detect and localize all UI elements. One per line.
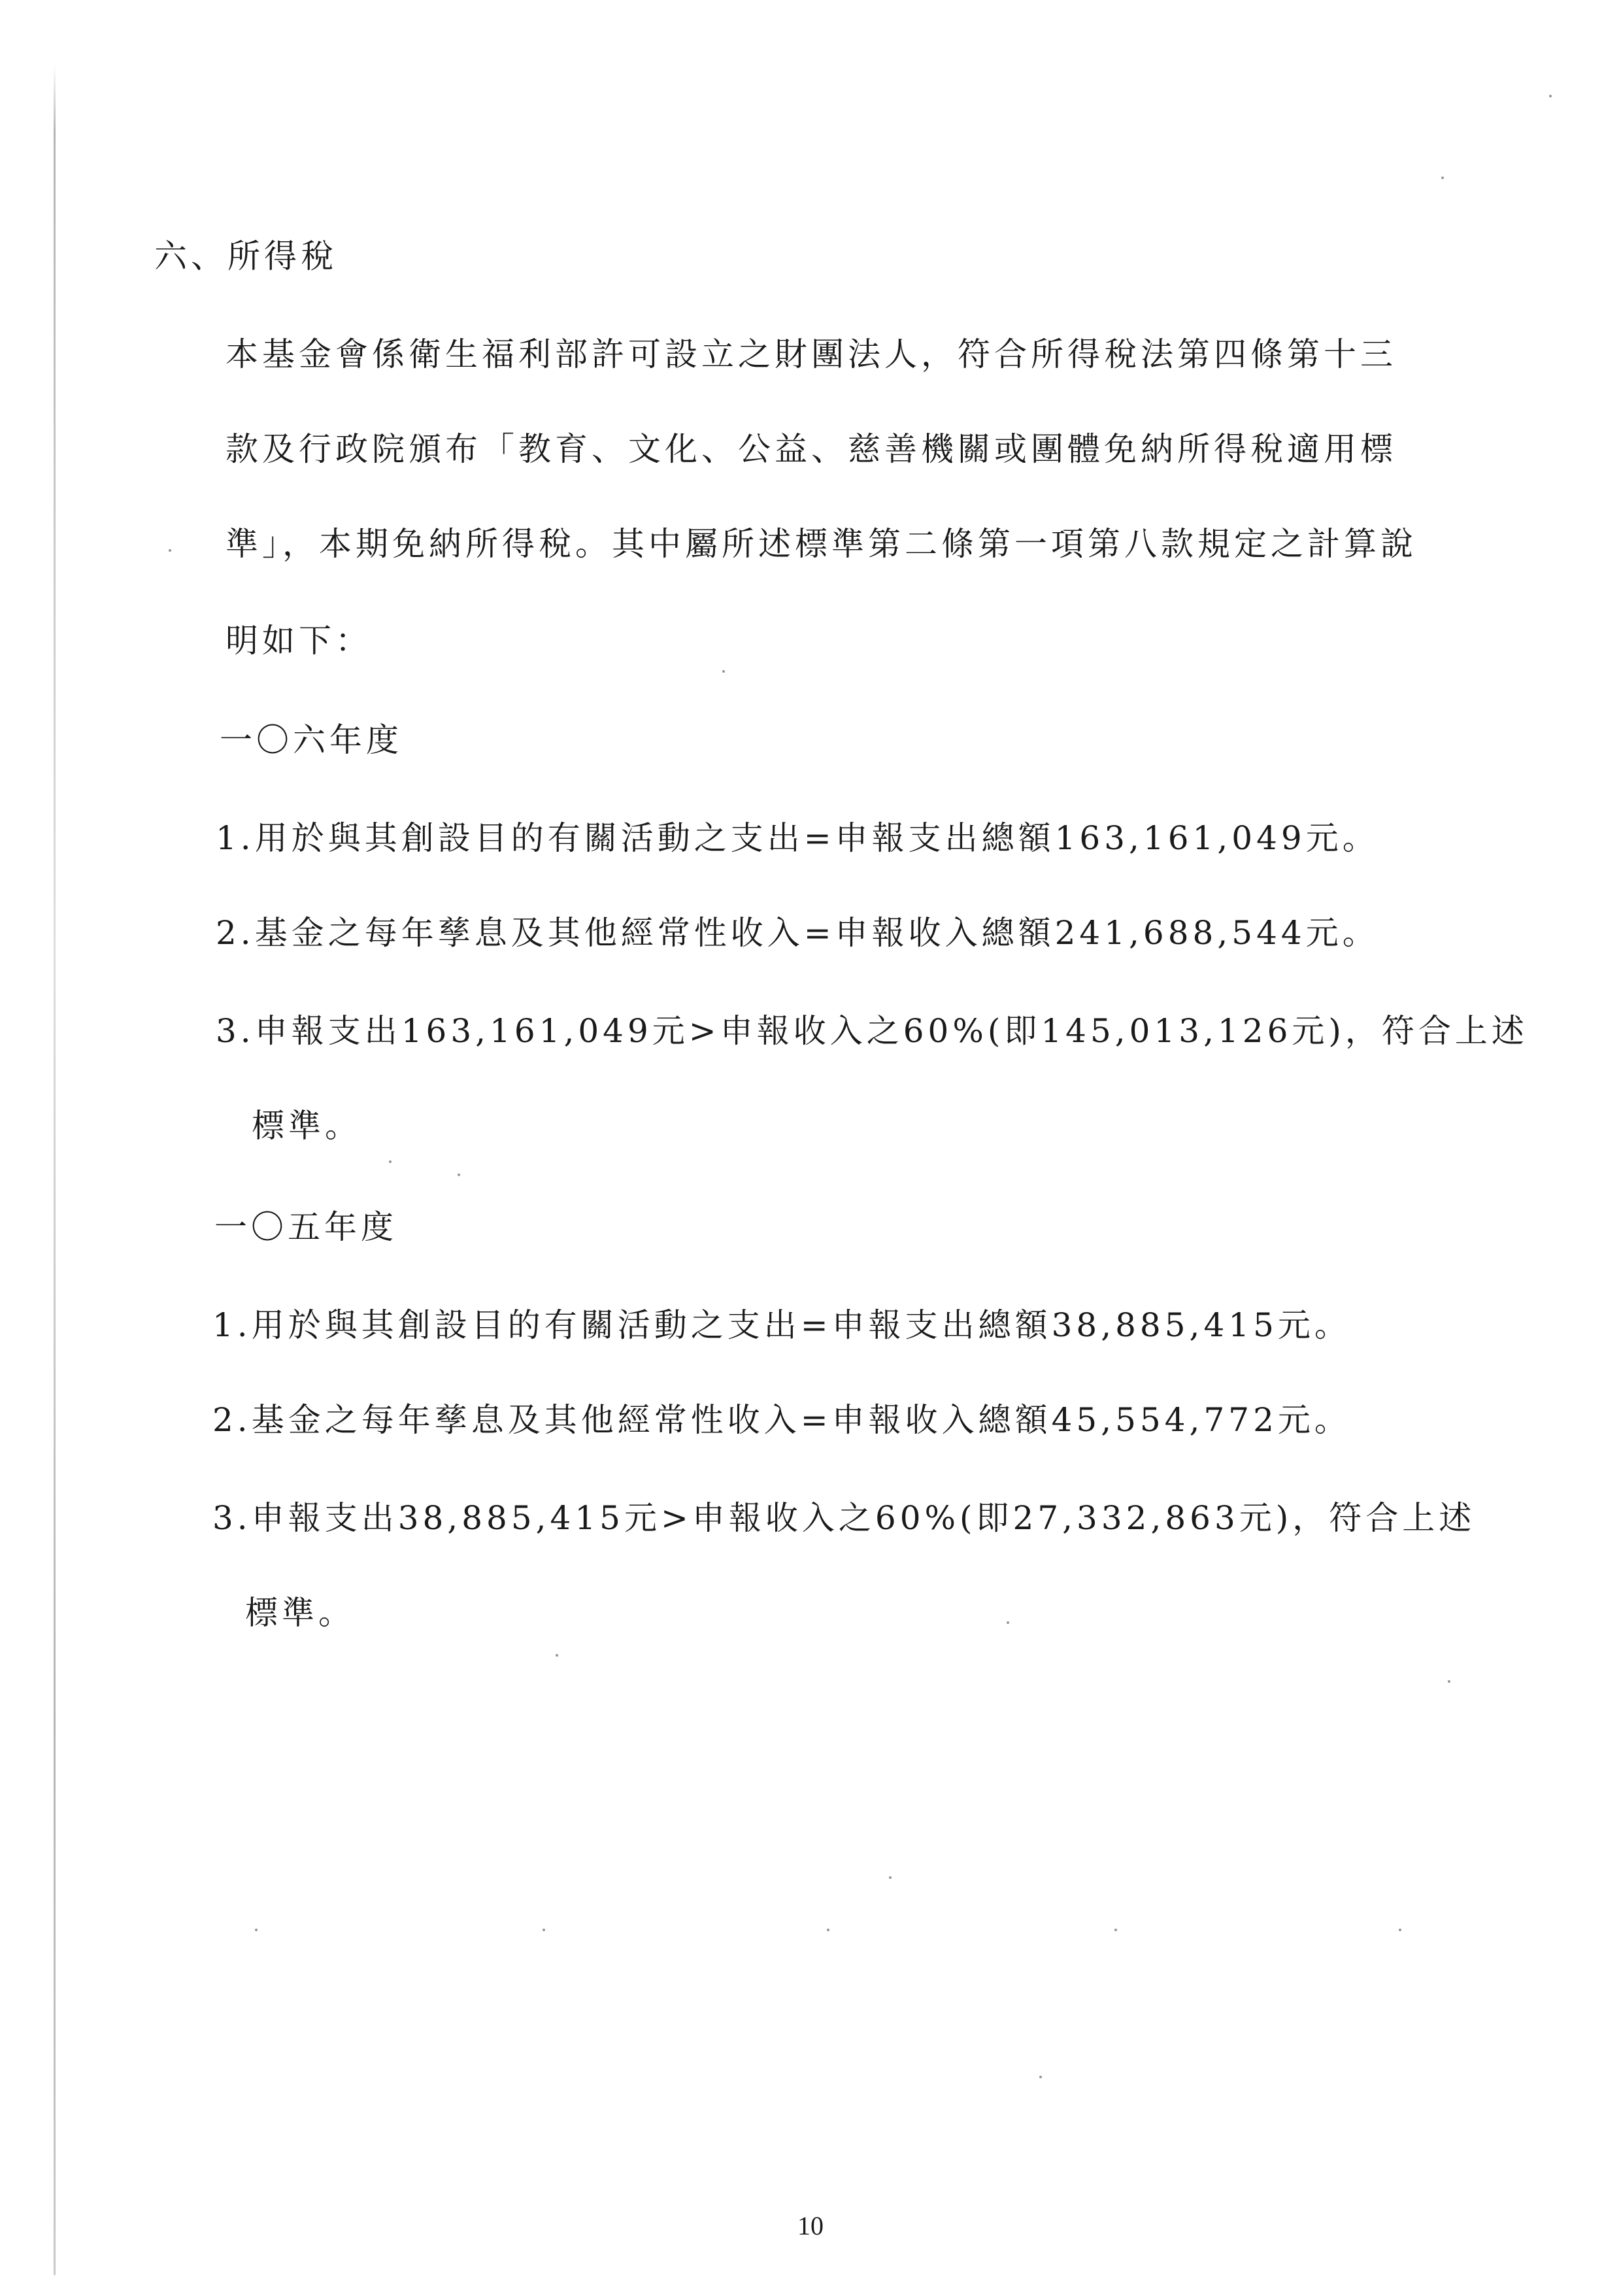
year-106-item-1: 1.用於與其創設目的有關活動之支出=申報支出總額163,161,049元。 bbox=[216, 819, 1379, 857]
year-105-item-2: 2.基金之每年孳息及其他經常性收入=申報收入總額45,554,772元。 bbox=[212, 1401, 1351, 1439]
scan-speck bbox=[889, 1876, 892, 1879]
scan-speck bbox=[1007, 1621, 1009, 1624]
intro-line-1: 本基金會係衛生福利部許可設立之財團法人，符合所得稅法第四條第十三 bbox=[226, 335, 1397, 373]
scan-speck bbox=[1441, 177, 1444, 179]
intro-line-3: 準」，本期免納所得稅。其中屬所述標準第二條第一項第八款規定之計算說 bbox=[226, 525, 1417, 563]
scan-speck bbox=[1114, 1929, 1117, 1931]
year-105-title: 一〇五年度 bbox=[214, 1208, 397, 1246]
scan-speck bbox=[543, 1929, 545, 1931]
intro-line-4: 明如下： bbox=[226, 622, 372, 660]
scan-speck bbox=[1039, 2076, 1042, 2078]
scan-speck bbox=[1448, 1680, 1450, 1683]
scan-speck bbox=[169, 549, 171, 552]
scan-speck bbox=[458, 1173, 460, 1176]
scan-speck bbox=[389, 1160, 392, 1163]
year-106-title: 一〇六年度 bbox=[220, 721, 403, 759]
scan-speck bbox=[827, 1929, 829, 1931]
intro-line-2: 款及行政院頒布「教育、文化、公益、慈善機關或團體免納所得稅適用標 bbox=[226, 430, 1397, 468]
year-105-item-3: 3.申報支出38,885,415元>申報收入之60%(即27,332,863元)，符合上述 bbox=[212, 1499, 1476, 1537]
year-106-item-3: 3.申報支出163,161,049元>申報收入之60%(即145,013,126元)，符合上述 bbox=[216, 1012, 1528, 1050]
scan-speck bbox=[722, 670, 725, 673]
year-106-item-3-cont: 標準。 bbox=[252, 1107, 361, 1145]
scan-speck bbox=[1399, 1929, 1401, 1931]
scan-binding-line bbox=[54, 65, 56, 2275]
year-106-item-2: 2.基金之每年孳息及其他經常性收入=申報收入總額241,688,544元。 bbox=[216, 914, 1379, 952]
scan-speck bbox=[556, 1654, 558, 1657]
page-number: 10 bbox=[797, 2211, 824, 2240]
scan-speck bbox=[1549, 95, 1552, 97]
scan-speck bbox=[255, 1929, 258, 1931]
year-105-item-1: 1.用於與其創設目的有關活動之支出=申報支出總額38,885,415元。 bbox=[212, 1306, 1351, 1344]
year-105-item-3-cont: 標準。 bbox=[245, 1594, 355, 1632]
section-heading: 六、所得稅 bbox=[154, 237, 337, 275]
